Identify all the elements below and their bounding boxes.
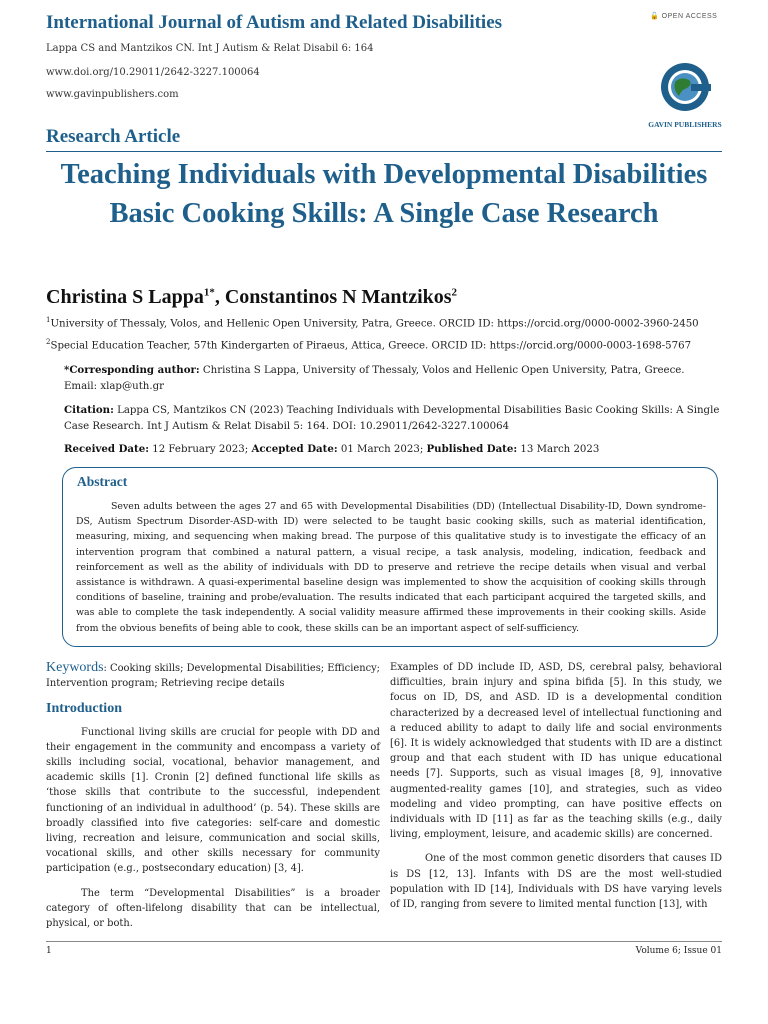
received-label: Received Date: <box>64 443 149 455</box>
open-lock-icon: 🔓 <box>650 13 660 20</box>
journal-title: International Journal of Autism and Related Disabilities <box>46 12 503 33</box>
article-title: Teaching Individuals with Developmental Disabilities Basic Cooking Skills: A Single Case Research <box>60 159 708 229</box>
affiliation-1-text: University of Thessaly, Volos, and Hellenic Open University, Patra, Greece. ORCID ID: https://orcid.org/0000-0002-3960-2450 <box>50 318 699 330</box>
intro-paragraph-3: Examples of DD include ID, ASD, DS, cerebral palsy, behavioral difficulties, brain injury and spina bifida [5]. In this study, we focus on ID, DS, and ASD. ID is a developmental condition characterized by a decreased level of intellectual functioning and a reduced ability to adapt to daily life and social environments [6]. It is widely acknowledged that students with ID are a distinct group and that each student with ID has unique educational needs [7]. Supports, such as visual images [8, 9], innovative augmented-reality games [10], and strategies, such as video modeling and video prompting, can have positive effects on individuals with ID [11] as far as the teaching skills (e.g., daily living, employment, leisure, and academic skills) are concerned. <box>390 662 722 841</box>
article-type: Research Article <box>46 126 181 147</box>
footer-divider <box>46 941 722 942</box>
left-column <box>46 660 380 940</box>
abstract-text: Seven adults between the ages 27 and 65 with Developmental Disabilities (DD) (Intellectual Disability-ID, Down syndrome- DS, Autism Spectrum Disorder-ASD-with ID) were selected to be taught basic cooking skills, such as material identification, measuring, mixing, and sequencing when making bread. The purpose of this qualitative study is to investigate the efficacy of an intervention program that combined a natural pattern, a visual recipe, a task analysis, modeling, indication, feedback and reinforcement as well as the ability of individuals with DD to preserve and retrieve the recipe details when visual and verbal assistance is withdrawn. A quasi-experimental baseline design was implemented to show the acquisition of cooking skills through conditions of baseline, training and probe/evaluation. The results indicated that each participant acquired the targeted skills, and was able to complete the task independently. A social validity measure affirmed these improvements in their cooking skills. Aside from the obvious benefits of being able to cook, these skills can be an important aspect of self-sufficiency. <box>76 501 706 634</box>
affiliation-1 <box>46 316 699 329</box>
citation-label: Citation: <box>64 404 114 416</box>
citation-block <box>64 403 720 434</box>
intro-paragraph-2: The term “Developmental Disabilities” is a broader category of often-lifelong disability that can be intellectual, physical, or both. <box>46 887 380 930</box>
open-access-label: OPEN ACCESS <box>661 13 718 20</box>
affiliation-2 <box>46 338 691 351</box>
author-2-affil: 2 <box>451 286 458 299</box>
publisher-name: GAVIN PUBLISHERS <box>648 120 722 129</box>
introduction-heading: Introduction <box>46 701 122 717</box>
keywords-text: Cooking skills; Developmental Disabilities; Efficiency; Intervention program; Retrieving recipe details <box>46 663 381 690</box>
accepted-label: Accepted Date: <box>251 443 338 455</box>
publisher-logo <box>640 60 730 129</box>
received-date: 12 February 2023; <box>148 444 252 455</box>
keywords-paragraph <box>46 660 380 691</box>
keywords-heading: Keywords <box>46 660 104 675</box>
globe-logo-icon <box>657 60 713 114</box>
open-access-badge <box>650 12 717 20</box>
intro-paragraph-4: One of the most common genetic disorders that causes ID is DS [12, 13]. Infants with DS are the most well-studied population with ID [14], Individuals with DS have varying levels of ID, ranging from severe to limited mental function [13], with <box>390 853 722 911</box>
right-column <box>390 660 722 921</box>
website-link[interactable]: www.gavinpublishers.com <box>46 89 179 100</box>
abstract-box <box>62 467 718 647</box>
abstract-heading: Abstract <box>77 474 128 489</box>
author-1: Christina S Lappa <box>46 286 204 308</box>
page-number: 1 <box>46 946 52 956</box>
dates-line <box>64 442 720 458</box>
correspondence-block <box>64 363 720 394</box>
affiliation-2-number: 2 <box>46 338 51 346</box>
keywords-separator: : <box>103 663 111 674</box>
correspondence-label: *Corresponding author: <box>64 364 200 376</box>
author-separator: , <box>214 286 225 308</box>
affiliation-1-number: 1 <box>46 316 51 324</box>
affiliation-2-text: Special Education Teacher, 57th Kindergarten of Piraeus, Attica, Greece. ORCID ID: https://orcid.org/0000-0003-1698-5767 <box>50 340 692 352</box>
volume-issue: Volume 6; Issue 01 <box>635 946 722 956</box>
author-list <box>46 286 457 309</box>
citation-text: Lappa CS, Mantzikos CN (2023) Teaching Individuals with Developmental Disabilities Basic Cooking Skills: A Single Case Research. Int J Autism & Relat Disabil 5: 164. DOI: 10.29011/2642-3227.100064 <box>64 405 720 432</box>
doi-line[interactable]: www.doi.org/10.29011/2642-3227.100064 <box>46 67 260 78</box>
intro-paragraph-1: Functional living skills are crucial for people with DD and their engagement in the community and encompass a variety of skills including social, vocational, behavior management, and academic skills [1]. Cronin [2] defined functional life skills as ‘those skills that contribute to the successful, independent functioning of an individual in adulthood’ (p. 54). These skills are broadly classified into five categories: self-care and domestic living, recreation and leisure, communication and social skills, vocational skills, and other skills necessary for community participation (e.g., postsecondary education) [3, 4]. <box>46 726 380 875</box>
accepted-date: 01 March 2023; <box>337 444 427 455</box>
author-1-affil: 1* <box>203 286 215 299</box>
header-divider <box>46 151 722 152</box>
published-label: Published Date: <box>426 443 518 455</box>
author-2: Constantinos N Mantzikos <box>224 286 452 308</box>
published-date: 13 March 2023 <box>517 444 600 455</box>
citation-line: Lappa CS and Mantzikos CN. Int J Autism & Relat Disabil 6: 164 <box>46 43 374 54</box>
correspondence-text: Christina S Lappa, University of Thessaly, Volos and Hellenic Open University, Patra, Greece. Email: xlap@uth.gr <box>64 365 685 392</box>
